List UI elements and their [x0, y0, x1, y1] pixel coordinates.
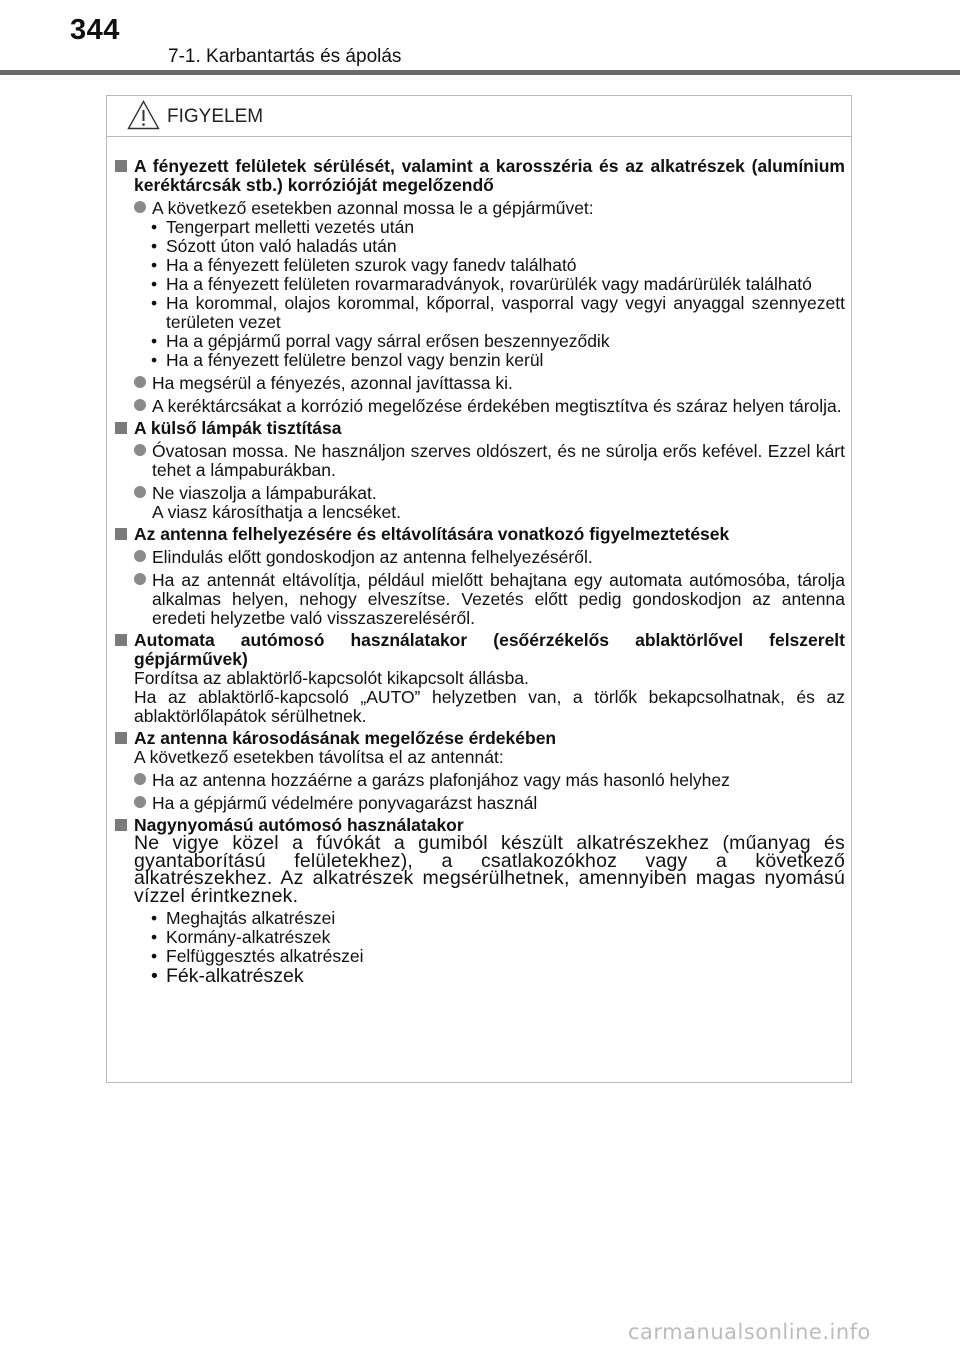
page-number: 344 — [70, 14, 120, 46]
header-rule — [0, 70, 960, 75]
bullet-item: • Kormány-alkatrészek — [151, 927, 331, 947]
bullet-item: • Ha a fényezett felületen rovarmaradványok, rovarürülék vagy madárürülék található — [151, 274, 812, 294]
section-exterior-lamps — [113, 419, 845, 522]
section-antenna-damage — [113, 729, 845, 813]
bullet-item: • Ha a fényezett felületre benzol vagy benzin kerül — [151, 350, 544, 370]
paragraph: Ne vigye közel a fúvókát a gumiból készült alkatrészekhez (műanyag és gyantaborítású felületekhez), a csatlakozókhoz vagy a következő alkatrészekhez. Az alkatrészek megsérülhetnek, amennyiben magas nyomású vízzel érintkeznek. — [134, 832, 845, 907]
section-square-icon — [115, 422, 127, 434]
bullet-text: Ha a fényezett felületen szurok vagy fanedv található — [166, 255, 577, 275]
page-header — [0, 0, 960, 80]
list-item — [134, 571, 845, 628]
warning-content — [113, 154, 845, 986]
section-title: Automata autómosó használatakor (esőérzékelős ablaktörlővel felszerelt gépjárművek) — [134, 630, 845, 669]
bullet-item: • Fék-alkatrészek — [151, 965, 304, 987]
section-square-icon — [115, 528, 127, 540]
bullet-item: • Tengerpart melletti vezetés után — [151, 217, 415, 237]
section-title: A fényezett felületek sérülését, valamint a karosszéria és az alkatrészek (alumínium keréktárcsák stb.) korrózióját megelőzendő — [134, 156, 845, 195]
list-item — [134, 548, 845, 567]
paragraph: A következő esetekben távolítsa el az antennát: — [134, 747, 504, 767]
chapter-title: 7-1. Karbantartás és ápolás — [168, 46, 402, 67]
warning-title: FIGYELEM — [167, 106, 264, 127]
bullet-text: Ha a gépjármű porral vagy sárral erősen beszennyeződik — [166, 331, 610, 351]
item-text: Elindulás előtt gondoskodjon az antenna felhelyezéséről. — [152, 547, 593, 567]
bullet-text: Meghajtás alkatrészei — [166, 908, 336, 928]
list-item — [134, 794, 845, 813]
bullet-text: Ha korommal, olajos korommal, kőporral, vasporral vagy vegyi anyaggal szennyezett területen vezet — [166, 293, 845, 332]
watermark: carmanualsonline.info — [628, 1320, 871, 1344]
section-high-pressure-wash — [113, 816, 845, 986]
list-item — [134, 442, 845, 480]
warning-box — [106, 95, 852, 1083]
item-text: A következő esetekben azonnal mossa le a gépjárművet: — [152, 198, 594, 218]
section-square-icon — [115, 160, 127, 172]
section-title: Az antenna károsodásának megelőzése érdekében — [134, 728, 557, 748]
list-item — [134, 484, 845, 522]
list-item — [134, 397, 845, 416]
item-text: A keréktárcsákat a korrózió megelőzése érdekében megtisztítva és száraz helyen tárolja. — [152, 396, 842, 416]
bullet-text: Sózott úton való haladás után — [166, 236, 397, 256]
bullet-text: Kormány-alkatrészek — [166, 927, 331, 947]
round-bullet-icon — [134, 201, 146, 213]
round-bullet-icon — [134, 550, 146, 562]
bullet-text: Fék-alkatrészek — [166, 965, 304, 987]
list-item — [134, 374, 845, 393]
round-bullet-icon — [134, 399, 146, 411]
paragraph: Fordítsa az ablaktörlő-kapcsolót kikapcsolt állásba. — [134, 668, 529, 688]
warning-triangle-icon — [127, 100, 160, 130]
item-text: Ha a gépjármű védelmére ponyvagarázst használ — [152, 793, 538, 813]
section-title: A külső lámpák tisztítása — [134, 418, 342, 438]
bullet-item: • Ha korommal, olajos korommal, kőporral, vasporral vagy vegyi anyaggal szennyezett területen vezet — [151, 293, 845, 332]
item-text: Ha megsérül a fényezés, azonnal javíttassa ki. — [152, 373, 513, 393]
section-antenna-install — [113, 525, 845, 628]
item-text: Ne viaszolja a lámpaburákat. — [152, 483, 377, 503]
section-title: Nagynyomású autómosó használatakor — [134, 815, 464, 835]
bullet-list — [134, 909, 845, 986]
bullet-text: Ha a fényezett felületen rovarmaradványok, rovarürülék vagy madárürülék található — [166, 274, 812, 294]
item-text: Óvatosan mossa. Ne használjon szerves oldószert, és ne súrolja erős kefével. Ezzel kárt tehet a lámpaburákban. — [152, 441, 845, 480]
bullet-text: Ha a fényezett felületre benzol vagy benzin kerül — [166, 350, 544, 370]
item-text: Ha az antenna hozzáérne a garázs plafonjához vagy más hasonló helyhez — [152, 770, 730, 790]
bullet-item: • Meghajtás alkatrészei — [151, 908, 336, 928]
bullet-item: • Ha a fényezett felületen szurok vagy fanedv található — [151, 255, 577, 275]
round-bullet-icon — [134, 486, 146, 498]
section-automatic-car-wash — [113, 631, 845, 726]
item-text-continued: A viasz károsíthatja a lencséket. — [152, 502, 402, 522]
bullet-list — [134, 218, 845, 370]
round-bullet-icon — [134, 796, 146, 808]
bullet-item: • Felfüggesztés alkatrészei — [151, 946, 364, 966]
bullet-text: Tengerpart melletti vezetés után — [166, 217, 415, 237]
item-text: Ha az antennát eltávolítja, például mielőtt behajtana egy automata autómosóba, tárolja alkalmas helyen, nehogy elveszítse. Vezetés előtt pedig gondoskodjon az antenna eredeti helyzetbe való visszaszereléséről. — [152, 570, 845, 628]
list-item — [134, 199, 845, 218]
section-square-icon — [115, 634, 127, 646]
bullet-item: • Ha a gépjármű porral vagy sárral erősen beszennyeződik — [151, 331, 610, 351]
section-square-icon — [115, 732, 127, 744]
section-paint-corrosion — [113, 157, 845, 416]
round-bullet-icon — [134, 376, 146, 388]
round-bullet-icon — [134, 573, 146, 585]
round-bullet-icon — [134, 444, 146, 456]
list-item — [134, 771, 845, 790]
section-title: Az antenna felhelyezésére és eltávolítására vonatkozó figyelmeztetések — [134, 524, 730, 544]
paragraph: Ha az ablaktörlő-kapcsoló „AUTO” helyzetben van, a törlők bekapcsolhatnak, és az ablaktörlőlapátok sérülhetnek. — [134, 687, 845, 726]
warning-header — [107, 96, 851, 137]
bullet-item: • Sózott úton való haladás után — [151, 236, 397, 256]
section-square-icon — [115, 819, 127, 831]
round-bullet-icon — [134, 773, 146, 785]
bullet-text: Felfüggesztés alkatrészei — [166, 946, 364, 966]
